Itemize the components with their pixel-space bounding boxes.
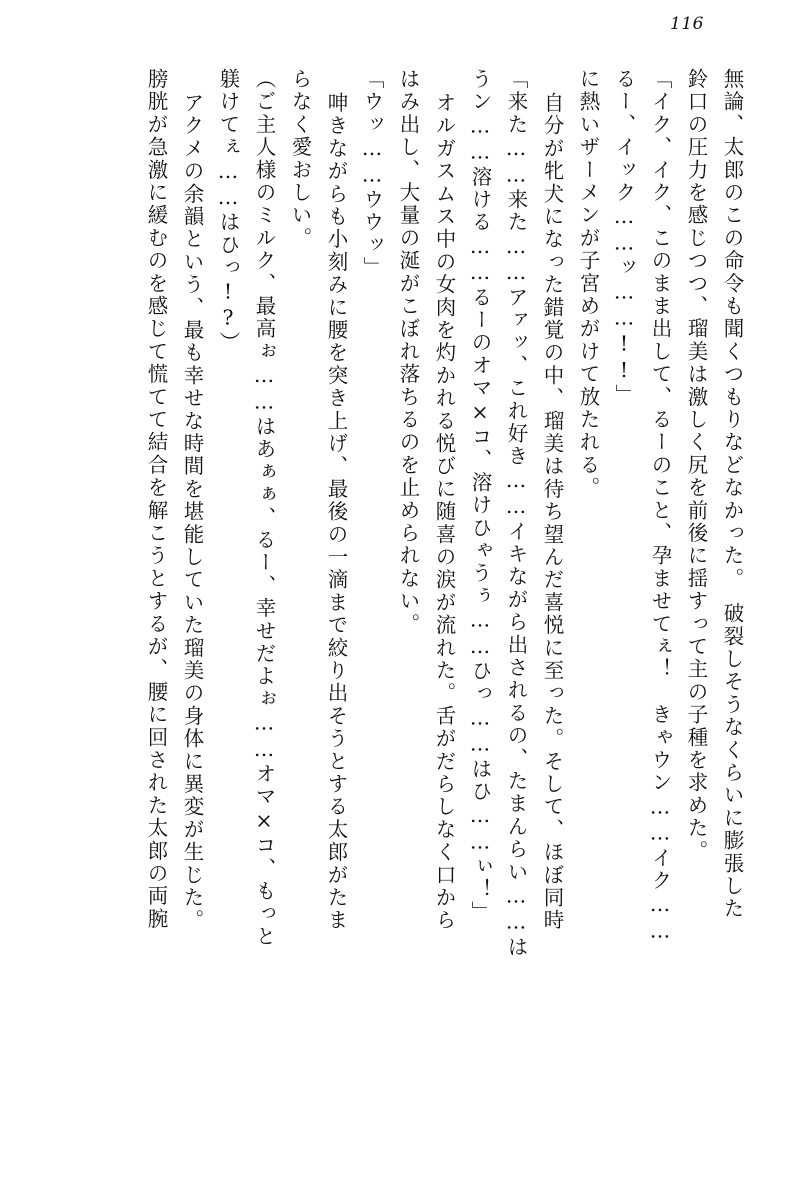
page-number: 116 [670,14,704,34]
text-line: 自分が牝犬になった錯覚の中、瑠美は待ち望んだ喜悦に至った。そして、ほぼ同時 [540,92,564,932]
text-line: に熱いザーメンが子宮めがけて放たれる。 [576,68,600,500]
text-line: うン……溶ける……るーのオマ×コ、溶けひゃうぅ……ひっ……はひ……ぃ！」 [468,68,492,924]
text-line: るー、イック……ッ……!!」 [612,68,636,407]
text-line: 無論、太郎のこの命令も聞くつもりなどなかった。 破裂しそうなくらいに膨張した [720,68,744,921]
text-line: 「イク、イク、このまま出して、るーのこと、孕ませてぇ！ きゃウン……イク…… [648,68,672,945]
text-line: オルガスムス中の女肉を灼かれる悦びに随喜の涙が流れた。舌がだらしなく口から [432,92,456,932]
vertical-text-body [52,68,742,1152]
text-line: 「ウッ……ウウッ」 [360,68,384,280]
text-line: 鈴口の圧力を感じつつ、瑠美は激しく尻を前後に揺すって主の子種を求めた。 [684,68,708,863]
text-line: はみ出し、大量の涎がこぼれ落ちるのを止められない。 [396,68,420,636]
text-line: 「来た……来た……アァッ、これ好き……イキながら出されるの、たまんらい……は [504,68,528,959]
text-line: （ご主人様のミルク、最高ぉ……はあぁぁ、るー、幸せだよぉ……オマ×コ、もっと [252,68,276,949]
text-line: らなく愛おしい。 [288,68,312,250]
text-line: 膀胱が急激に緩むのを感じて慌てて結合を解こうとするが、腰に回された太郎の両腕 [144,68,168,931]
text-line: 躾けてぇ……はひっ!?） [216,68,240,355]
text-line: 呻きながらも小刻みに腰を突き上げ、最後の一滴まで絞り出そうとする太郎がたま [324,92,348,932]
text-line: アクメの余韻という、最も幸せな時間を堪能していた瑠美の身体に異変が生じた。 [180,92,204,932]
